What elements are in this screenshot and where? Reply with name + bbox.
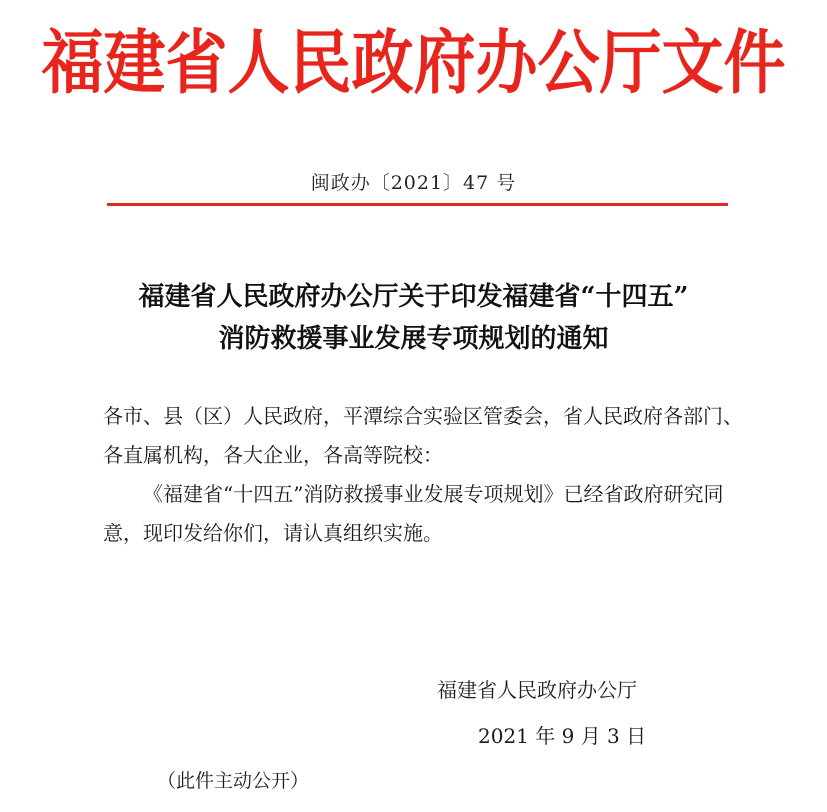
body-paragraph: 《福建省“十四五”消防救援事业发展专项规划》已经省政府研究同意，现印发给你们，请认真组织实施。 xyxy=(103,482,724,545)
document-title xyxy=(0,276,827,360)
document-body xyxy=(103,397,743,553)
recipients-paragraph: 各市、县（区）人民政府，平潭综合实验区管委会，省人民政府各部门、各直属机构，各大企业，各高等院校： xyxy=(103,404,743,467)
issuer-signature: 福建省人民政府办公厅 xyxy=(437,678,637,702)
red-divider-line xyxy=(107,203,728,206)
document-number: 闽政办〔2021〕47 号 xyxy=(310,172,517,194)
document-title-line-2: 消防救援事业发展专项规划的通知 xyxy=(218,324,609,354)
disclosure-note: （此件主动公开） xyxy=(157,770,310,792)
issuing-agency-header: 福建省人民政府办公厅文件 xyxy=(41,21,786,104)
document-title-line-1: 福建省人民政府办公厅关于印发福建省“十四五” xyxy=(138,282,689,312)
issue-date: 2021 年 9 月 3 日 xyxy=(478,724,647,748)
